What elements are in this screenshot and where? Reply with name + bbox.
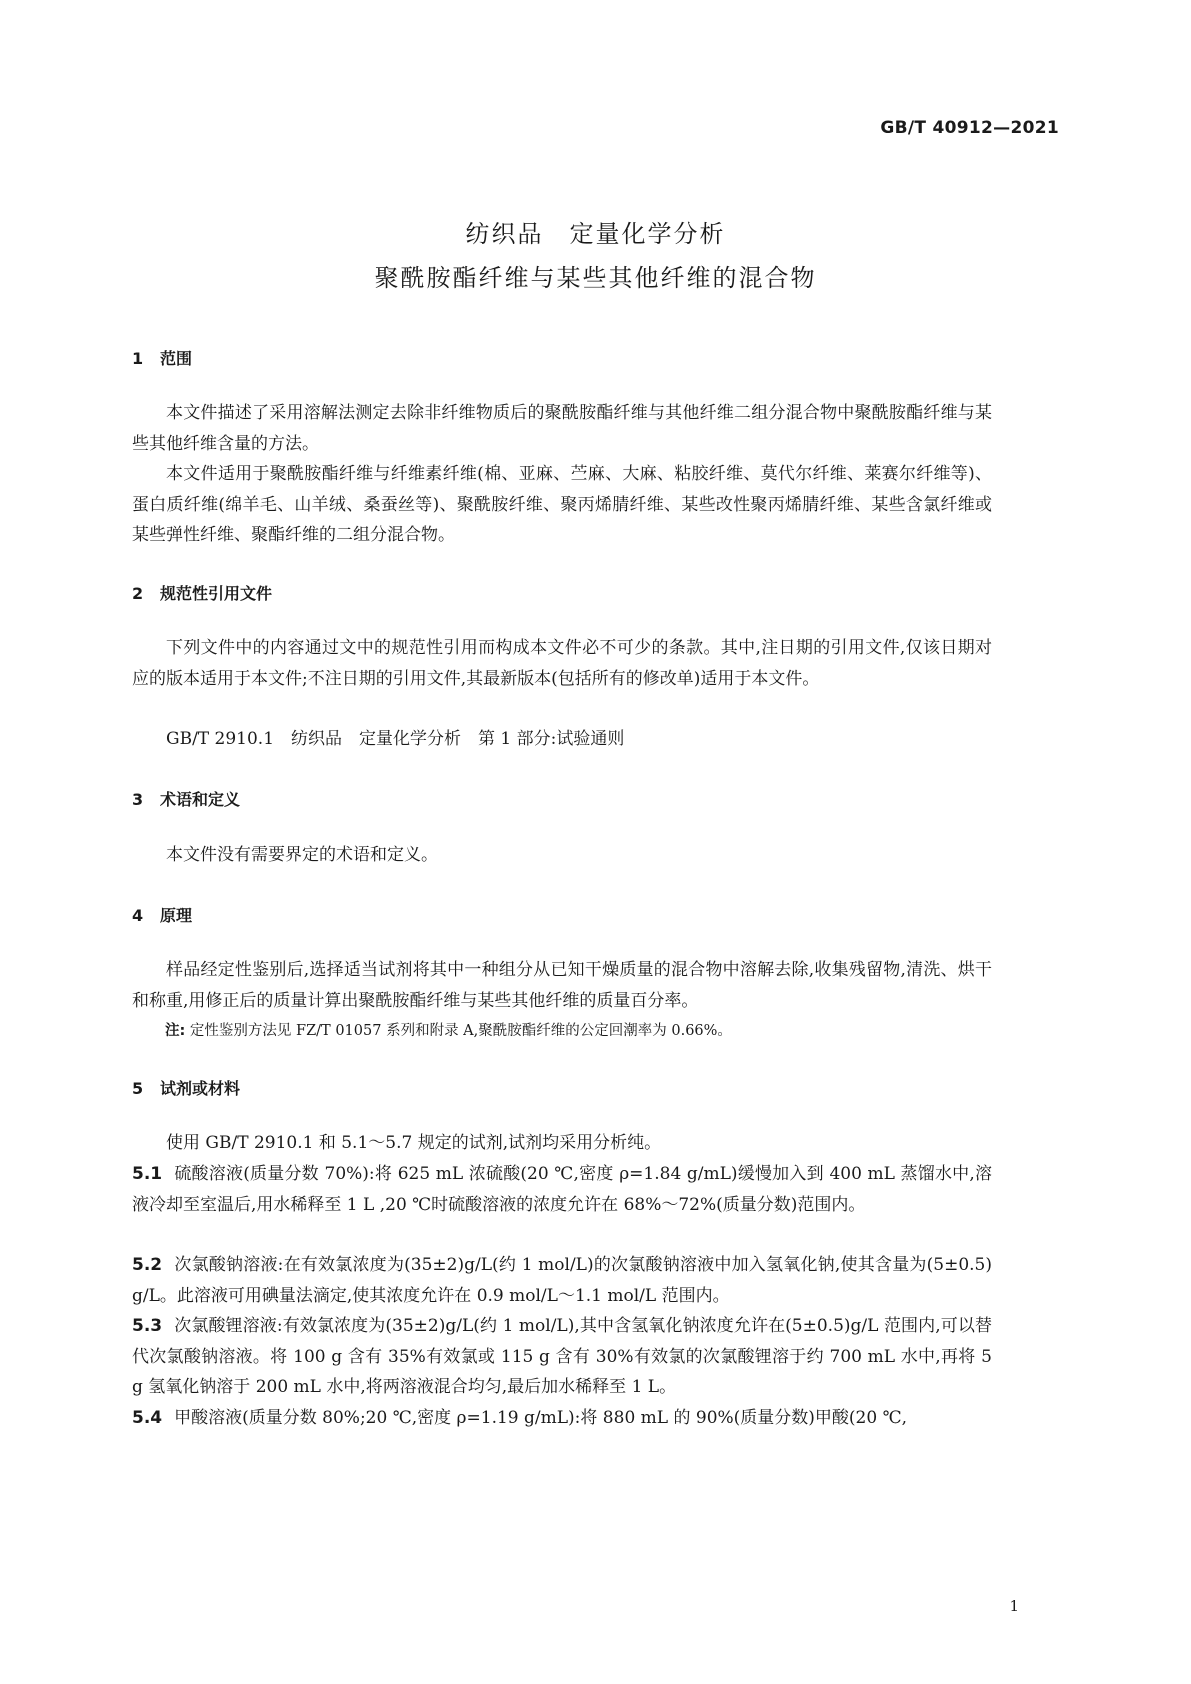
page-number: 1: [1009, 1597, 1019, 1615]
section-1-paragraph-2: 本文件适用于聚酰胺酯纤维与纤维素纤维(棉、亚麻、苎麻、大麻、粘胶纤维、莫代尔纤维、莱赛尔纤维等)、蛋白质纤维(绵羊毛、山羊绒、桑蚕丝等)、聚酰胺纤维、聚丙烯腈纤维、某些改性聚丙烯腈纤维、某些含氯纤维或某些弹性纤维、聚酯纤维的二组分混合物。: [132, 464, 992, 545]
section-number: 4: [132, 906, 144, 925]
section-2-paragraph-1: 下列文件中的内容通过文中的规范性引用而构成本文件必不可少的条款。其中,注日期的引用文件,仅该日期对应的版本适用于本文件;不注日期的引用文件,其最新版本(包括所有的修改单)适用于本文件。: [132, 638, 992, 689]
clause-number: 5.3: [132, 1316, 163, 1336]
section-5-paragraph-1: 使用 GB/T 2910.1 和 5.1～5.7 规定的试剂,试剂均采用分析纯。: [166, 1133, 662, 1153]
section-3-paragraph-1: 本文件没有需要界定的术语和定义。: [166, 845, 438, 865]
clause-text: 硫酸溶液(质量分数 70%):将 625 mL 浓硫酸(20 ℃,密度 ρ=1.84 g/mL)缓慢加入到 400 mL 蒸馏水中,溶液冷却至室温后,用水稀释至 1 L ,20 ℃时硫酸溶液的浓度允许在 68%～72%(质量分数)范围内。: [132, 1164, 992, 1215]
clause-text: 甲酸溶液(质量分数 80%;20 ℃,密度 ρ=1.19 g/mL):将 880 mL 的 90%(质量分数)甲酸(20 ℃,: [174, 1408, 908, 1428]
note-text: 定性鉴别方法见 FZ/T 01057 系列和附录 A,聚酰胺酯纤维的公定回潮率为 0.66%。: [189, 1023, 732, 1039]
section-title: 术语和定义: [160, 790, 241, 809]
normative-reference: GB/T 2910.1 纺织品 定量化学分析 第 1 部分:试验通则: [166, 729, 625, 749]
clause-number: 5.2: [132, 1255, 163, 1275]
clause-text: 次氯酸锂溶液:有效氯浓度为(35±2)g/L(约 1 mol/L),其中含氢氧化钠浓度允许在(5±0.5)g/L 范围内,可以替代次氯酸钠溶液。将 100 g 含有 35%有效氯或 115 g 含有 30%有效氯的次氯酸锂溶于约 700 mL 水中,再将 5 g 氢氧化钠溶于 200 mL 水中,将两溶液混合均匀,最后加水稀释至 1 L。: [132, 1316, 992, 1397]
clause-text: 次氯酸钠溶液:在有效氯浓度为(35±2)g/L(约 1 mol/L)的次氯酸钠溶液中加入氢氧化钠,使其含量为(5±0.5) g/L。此溶液可用碘量法滴定,使其浓度允许在 0.9 mol/L～1.1 mol/L 范围内。: [132, 1255, 992, 1306]
section-title: 原理: [160, 906, 193, 925]
section-3-heading: [132, 787, 240, 810]
section-4-paragraph-1: 样品经定性鉴别后,选择适当试剂将其中一种组分从已知干燥质量的混合物中溶解去除,收集残留物,清洗、烘干和称重,用修正后的质量计算出聚酰胺酯纤维与某些其他纤维的质量百分率。: [132, 960, 992, 1011]
clause-number: 5.1: [132, 1164, 163, 1184]
section-number: 1: [132, 349, 144, 368]
clause-number: 5.4: [132, 1408, 163, 1428]
section-5-heading: [132, 1076, 240, 1099]
note-label: 注:: [165, 1023, 186, 1039]
document-title-line1: 纺织品 定量化学分析: [465, 220, 726, 248]
section-title: 范围: [160, 349, 193, 368]
section-number: 3: [132, 790, 144, 809]
clause-5-4: [132, 1403, 992, 1434]
section-title: 试剂或材料: [160, 1079, 241, 1098]
section-4-note: [165, 1020, 995, 1042]
document-title-line2: 聚酰胺酯纤维与某些其他纤维的混合物: [374, 264, 817, 292]
standard-code: GB/T 40912—2021: [880, 118, 1059, 138]
section-title: 规范性引用文件: [160, 584, 273, 603]
section-1-paragraph-1: 本文件描述了采用溶解法测定去除非纤维物质后的聚酰胺酯纤维与其他纤维二组分混合物中聚酰胺酯纤维与某些其他纤维含量的方法。: [132, 403, 992, 454]
section-number: 5: [132, 1079, 144, 1098]
section-2-heading: [132, 581, 272, 604]
clause-5-3: [132, 1311, 992, 1403]
section-4-heading: [132, 903, 192, 926]
clause-5-1: [132, 1159, 992, 1220]
section-1-heading: [132, 346, 192, 369]
section-number: 2: [132, 584, 144, 603]
clause-5-2: [132, 1250, 992, 1311]
